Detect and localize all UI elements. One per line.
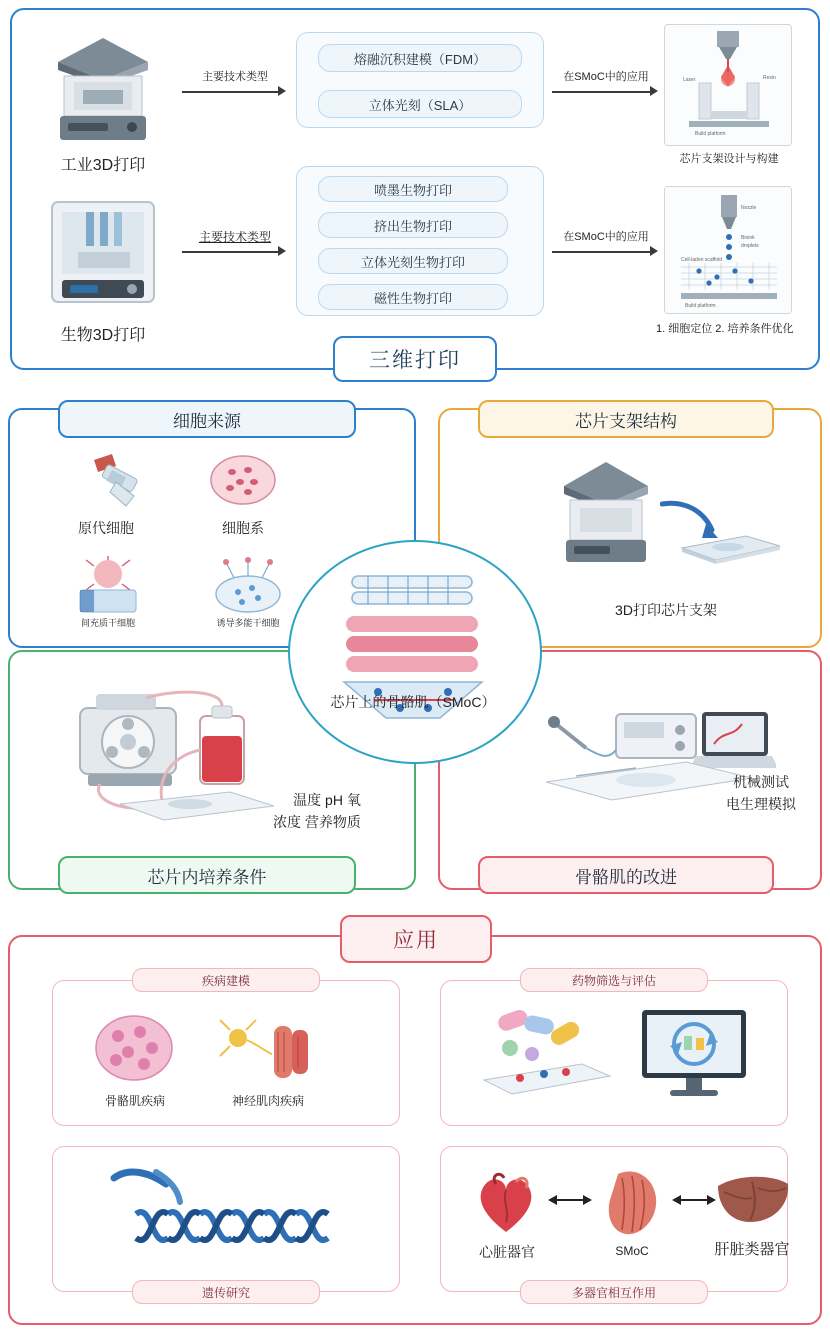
app-caption-heart-organ: 心脏器官 <box>479 1244 535 1260</box>
scaffold-printer-illustration <box>546 452 666 570</box>
industrial-printer-caption: 工业3D打印 <box>60 157 146 174</box>
skeletal-muscle-disease-icon <box>88 1010 180 1088</box>
cell-line-icon <box>204 452 282 510</box>
arrow-industrial-application-label: 在SMoC中的应用 <box>563 71 649 83</box>
culture-caption-line2: 浓度 营养物质 <box>273 814 361 830</box>
app-caption-skeletal-muscle-disease: 骨骼肌疾病 <box>104 1094 165 1108</box>
cell-source-item-0-label: 原代细胞 <box>78 520 134 536</box>
bio-printer-caption: 生物3D打印 <box>60 327 146 344</box>
svg-text:Build platform: Build platform <box>685 303 716 309</box>
tech-sla: 立体光刻（SLA） <box>318 90 522 118</box>
ips-cell-icon <box>196 556 300 618</box>
cell-source-item-2-label: 间充质干细胞 <box>80 618 135 628</box>
industrial-result-card <box>664 24 792 146</box>
bio-result-caption: 1. 细胞定位 2. 培养条件优化 <box>656 323 794 335</box>
smoc-muscle-icon <box>596 1166 670 1240</box>
primary-cell-icon <box>56 452 156 514</box>
tech-inkjet: 喷墨生物打印 <box>318 176 508 202</box>
industrial-result-caption: 芯片支架设计与构建 <box>679 153 779 165</box>
arrow-bio-application-label: 在SMoC中的应用 <box>563 231 649 243</box>
drug-pills-illustration <box>470 1010 620 1102</box>
mesenchymal-stem-cell-icon <box>56 556 160 618</box>
arrow-bio-tech-label: 主要技术类型 <box>198 230 271 244</box>
neuromuscular-disease-icon <box>212 1008 322 1088</box>
svg-text:Cell-laden scaffold: Cell-laden scaffold <box>681 257 723 263</box>
heart-organ-icon <box>468 1166 544 1238</box>
svg-text:Bioink: Bioink <box>741 235 755 241</box>
section-3d-printing-title: 三维打印 <box>333 336 497 382</box>
arrow-industrial-tech-label: 主要技术类型 <box>202 71 268 83</box>
bio-result-card <box>664 186 792 314</box>
arrow-heart-smoc <box>548 1192 592 1208</box>
tech-sla-bio: 立体光刻生物打印 <box>318 248 508 274</box>
svg-text:Laser: Laser <box>683 77 696 83</box>
app-chip-drug-screening: 药物筛选与评估 <box>520 968 708 992</box>
cell-source-item-1-label: 细胞系 <box>222 520 264 536</box>
industrial-printer-illustration <box>38 28 168 146</box>
arrow-industrial-tech <box>182 71 288 100</box>
app-caption-smoc: SMoC <box>615 1244 649 1258</box>
tech-fdm: 熔融沉积建模（FDM） <box>318 44 522 72</box>
dna-editing-illustration <box>96 1158 358 1270</box>
arrow-bio-application <box>552 231 660 260</box>
scaffold-chip-illustration <box>676 530 786 570</box>
arrow-bio-tech <box>182 230 288 260</box>
app-chip-genetic-research: 遗传研究 <box>132 1280 320 1304</box>
improve-caption-line2: 电生理模拟 <box>726 796 796 812</box>
app-chip-multi-organ: 多器官相互作用 <box>520 1280 708 1304</box>
section-scaffold-title: 芯片支架结构 <box>478 400 774 438</box>
svg-text:Resin: Resin <box>763 75 776 81</box>
app-caption-neuromuscular-disease: 神经肌肉疾病 <box>231 1094 304 1108</box>
tech-extrusion: 挤出生物打印 <box>318 212 508 238</box>
section-muscle-improvement-title: 骨骼肌的改进 <box>478 856 774 894</box>
liver-organoid-icon <box>712 1168 794 1236</box>
section-culture-conditions-title: 芯片内培养条件 <box>58 856 356 894</box>
bio-printer-illustration <box>38 196 168 316</box>
svg-text:Build platform: Build platform <box>695 131 726 137</box>
screening-monitor-illustration <box>636 1006 756 1102</box>
center-circle-caption: 芯片上的骨骼肌（SMoC） <box>330 694 496 710</box>
svg-text:droplets: droplets <box>741 243 759 249</box>
section-cell-source-title: 细胞来源 <box>58 400 356 438</box>
cell-source-item-3-label: 诱导多能干细胞 <box>216 618 280 628</box>
app-caption-liver-organoid: 肝脏类器官 <box>714 1241 790 1258</box>
svg-text:Nozzle: Nozzle <box>741 205 757 211</box>
arrow-industrial-application <box>552 71 660 100</box>
tech-magnetic: 磁性生物打印 <box>318 284 508 310</box>
section-applications-title: 应用 <box>340 915 492 963</box>
scaffold-caption: 3D打印芯片支架 <box>615 602 717 618</box>
center-circle <box>288 540 542 764</box>
culture-caption-line1: 温度 pH 氧 <box>293 792 361 808</box>
app-chip-disease-modeling: 疾病建模 <box>132 968 320 992</box>
improve-caption-line1: 机械测试 <box>733 774 789 790</box>
arrow-smoc-liver <box>672 1192 716 1208</box>
